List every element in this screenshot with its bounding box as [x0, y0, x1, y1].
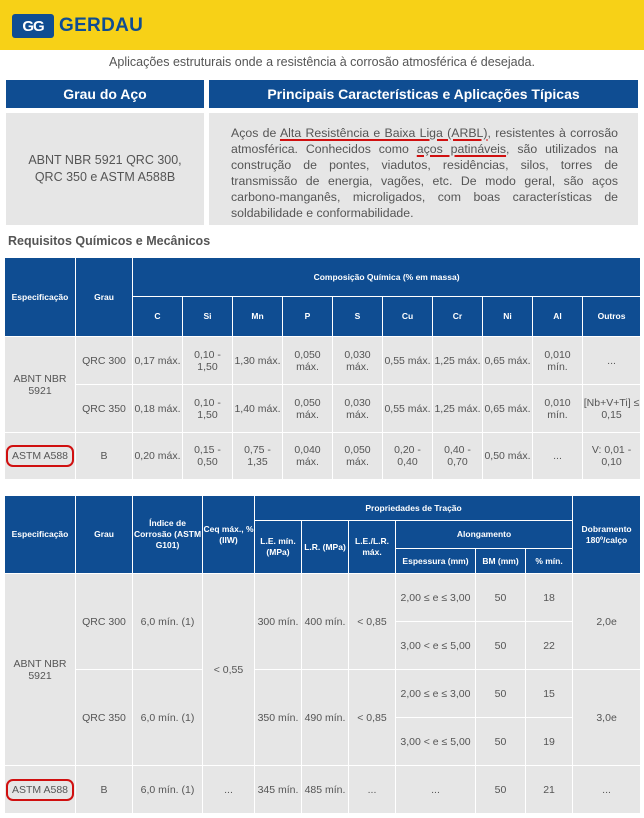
chem-cell: 1,25 máx. — [433, 385, 483, 433]
element-header: Cr — [433, 297, 483, 337]
chem-cell: ... — [583, 337, 641, 385]
mech-lelr: ... — [349, 766, 396, 814]
chem-cell: 0,75 - 1,35 — [233, 433, 283, 480]
mech-header-spec: Especificação — [5, 496, 76, 574]
mech-indice: 6,0 mín. (1) — [133, 670, 203, 766]
logo-mark-icon: GG — [12, 14, 54, 38]
mech-header-pct: % mín. — [526, 549, 573, 574]
mech-espessura: 2,00 ≤ e ≤ 3,00 — [396, 670, 476, 718]
chem-header-spec: Especificação — [5, 258, 76, 337]
chemical-composition-table — [4, 257, 641, 480]
astm-label: ASTM A588 — [11, 450, 69, 462]
mech-lr: 485 mín. — [302, 766, 349, 814]
mech-header-indice: Índice de Corrosão (ASTM G101) — [133, 496, 203, 574]
chem-cell: 0,65 máx. — [483, 385, 533, 433]
astm-red-circle — [6, 445, 74, 467]
mech-grau: QRC 350 — [76, 670, 133, 766]
description-column-header: Principais Características e Aplicações Típicas — [209, 80, 638, 108]
mech-lr: 490 mín. — [302, 670, 349, 766]
arbl-highlight: Alta Resistência e Baixa Liga (ARBL) — [279, 126, 488, 140]
mech-header-le: L.E. mín. (MPa) — [255, 521, 302, 574]
mech-espessura: 3,00 < e ≤ 5,00 — [396, 718, 476, 766]
mech-grau: B — [76, 766, 133, 814]
chem-cell: 0,10 - 1,50 — [183, 385, 233, 433]
mech-header-lr: L.R. (MPa) — [302, 521, 349, 574]
mech-ceq: < 0,55 — [203, 574, 255, 766]
chem-spec-astm — [5, 433, 76, 480]
chem-grau: B — [76, 433, 133, 480]
chem-cell: 0,030 máx. — [333, 337, 383, 385]
chem-cell: 0,050 máx. — [283, 385, 333, 433]
mech-bm: 50 — [476, 718, 526, 766]
chem-cell: 0,10 - 1,50 — [183, 337, 233, 385]
mech-indice: 6,0 mín. (1) — [133, 574, 203, 670]
mech-espessura: 3,00 < e ≤ 5,00 — [396, 622, 476, 670]
mech-bm: 50 — [476, 574, 526, 622]
mech-le: 345 mín. — [255, 766, 302, 814]
chem-row-qrc350 — [5, 385, 641, 433]
chem-cell: 0,20 - 0,40 — [383, 433, 433, 480]
mech-header-espessura: Espessura (mm) — [396, 549, 476, 574]
element-header: C — [133, 297, 183, 337]
chem-header-grau: Grau — [76, 258, 133, 337]
chem-cell: 0,55 máx. — [383, 385, 433, 433]
element-header: Cu — [383, 297, 433, 337]
chem-grau: QRC 300 — [76, 337, 133, 385]
desc-text-1: Aços de — [231, 126, 280, 140]
mech-header-lelr: L.E./L.R. máx. — [349, 521, 396, 574]
mech-row-astm-b — [5, 766, 641, 814]
mech-le: 350 mín. — [255, 670, 302, 766]
mech-lelr: < 0,85 — [349, 574, 396, 670]
chem-cell: ... — [533, 433, 583, 480]
mech-pct: 15 — [526, 670, 573, 718]
chem-header-composition: Composição Química (% em massa) — [133, 258, 641, 297]
mech-grau: QRC 300 — [76, 574, 133, 670]
chem-cell: 0,010 mín. — [533, 385, 583, 433]
chem-cell: 0,17 máx. — [133, 337, 183, 385]
mech-pct: 22 — [526, 622, 573, 670]
chem-cell: 0,18 máx. — [133, 385, 183, 433]
element-header: Ni — [483, 297, 533, 337]
chem-cell: 0,15 - 0,50 — [183, 433, 233, 480]
chem-cell: 0,20 máx. — [133, 433, 183, 480]
patinaveis-highlight: aços patináveis — [416, 142, 507, 156]
mech-header-dobramento: Dobramento 180º/calço — [573, 496, 641, 574]
chem-cell: 0,030 máx. — [333, 385, 383, 433]
mech-header-bm: BM (mm) — [476, 549, 526, 574]
mech-spec-abnt: ABNT NBR 5921 — [5, 574, 76, 766]
element-header: Al — [533, 297, 583, 337]
chem-cell: 0,050 máx. — [333, 433, 383, 480]
mech-header-grau: Grau — [76, 496, 133, 574]
chem-row-qrc300 — [5, 337, 641, 385]
mech-dobramento: 2,0e — [573, 574, 641, 670]
mech-dobramento: ... — [573, 766, 641, 814]
mech-bm: 50 — [476, 670, 526, 718]
description-box — [209, 113, 638, 225]
grade-summary — [6, 113, 204, 225]
chem-cell: [Nb+V+Ti] ≤ 0,15 — [583, 385, 641, 433]
element-header: P — [283, 297, 333, 337]
element-header: S — [333, 297, 383, 337]
element-header: Mn — [233, 297, 283, 337]
mech-le: 300 mín. — [255, 574, 302, 670]
mech-indice: 6,0 mín. (1) — [133, 766, 203, 814]
chem-cell: V: 0,01 - 0,10 — [583, 433, 641, 480]
mech-header-alongamento: Alongamento — [396, 521, 573, 549]
mech-espessura: ... — [396, 766, 476, 814]
mech-header-tracao: Propriedades de Tração — [255, 496, 573, 521]
intro-text: Aplicações estruturais onde a resistência à corrosão atmosférica é desejada. — [109, 55, 535, 69]
chem-cell: 0,050 máx. — [283, 337, 333, 385]
mech-row-qrc350-a — [5, 670, 641, 718]
chem-cell: 0,010 mín. — [533, 337, 583, 385]
mech-pct: 21 — [526, 766, 573, 814]
section-title: Requisitos Químicos e Mecânicos — [8, 234, 211, 248]
mech-ceq: ... — [203, 766, 255, 814]
chem-cell: 0,65 máx. — [483, 337, 533, 385]
chem-cell: 0,40 - 0,70 — [433, 433, 483, 480]
chem-grau: QRC 350 — [76, 385, 133, 433]
astm-label: ASTM A588 — [11, 783, 69, 796]
mech-dobramento: 3,0e — [573, 670, 641, 766]
mech-espessura: 2,00 ≤ e ≤ 3,00 — [396, 574, 476, 622]
chem-cell: 0,50 máx. — [483, 433, 533, 480]
chem-cell: 1,25 máx. — [433, 337, 483, 385]
gerdau-logo — [12, 14, 143, 38]
mechanical-properties-table — [4, 495, 641, 814]
element-header: Outros — [583, 297, 641, 337]
chem-cell: 1,30 máx. — [233, 337, 283, 385]
brand-header-bar — [0, 0, 644, 50]
mech-pct: 18 — [526, 574, 573, 622]
logo-text: GERDAU — [59, 15, 144, 36]
mech-header-ceq: Ceq máx., % (IIW) — [203, 496, 255, 574]
astm-red-circle — [6, 779, 74, 801]
grade-summary-text: ABNT NBR 5921 QRC 300, QRC 350 e ASTM A588B — [28, 153, 182, 184]
mech-row-qrc300-a — [5, 574, 641, 622]
chem-cell: 0,55 máx. — [383, 337, 433, 385]
mech-bm: 50 — [476, 766, 526, 814]
mech-lelr: < 0,85 — [349, 670, 396, 766]
chem-spec-abnt: ABNT NBR 5921 — [5, 337, 76, 433]
element-header: Si — [183, 297, 233, 337]
desc-text-2: , resistentes à corrosão atmosférica. Conhecidos como — [231, 126, 619, 156]
grade-column-header: Grau do Aço — [6, 80, 204, 108]
mech-bm: 50 — [476, 622, 526, 670]
desc-text-3: , são utilizados na construção de pontes, viadutos, residências, silos, torres de transmissão de energia, vagões, etc. De modo geral, são aços carbono-manganês, microligados, com boas características de soldabilidade e conformabilidade. — [231, 142, 619, 220]
mech-pct: 19 — [526, 718, 573, 766]
mech-spec-astm — [5, 766, 76, 814]
chem-cell: 1,40 máx. — [233, 385, 283, 433]
chem-cell: 0,040 máx. — [283, 433, 333, 480]
chem-row-astm-b — [5, 433, 641, 480]
mech-lr: 400 mín. — [302, 574, 349, 670]
